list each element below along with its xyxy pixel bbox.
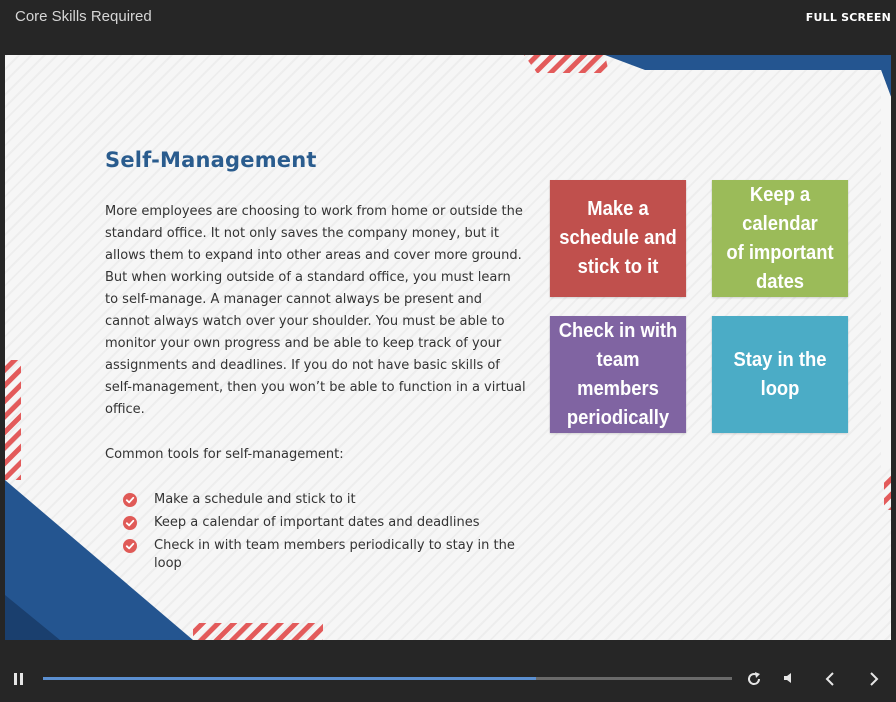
tools-label: Common tools for self-management: <box>105 447 344 462</box>
slide-body-text: More employees are choosing to work from home or outside the standard office. It not only saves the company money, but it allows them to expand into other areas and cover more ground. But when working outside of a standard office, you must learn to self-manage. A manager cannot always be present and cannot always watch over your shoulder. You must be able to monitor your own progress and be able to keep track of your assignments and deadlines. If you do not have basic skills of self-management, then you won’t be able to function in a virtual office. <box>105 204 526 417</box>
previous-icon[interactable] <box>824 671 836 687</box>
tile-line: periodically <box>566 406 670 429</box>
tile-line: schedule and <box>559 227 677 249</box>
slide-canvas <box>5 55 891 640</box>
list-item-text: Keep a calendar of important dates and deadlines <box>154 515 480 530</box>
tile-line: of important <box>726 241 834 264</box>
list-item-text: Make a schedule and stick to it <box>154 492 356 507</box>
next-icon[interactable] <box>868 671 880 687</box>
tile-line: Make a <box>587 198 649 220</box>
tile-line: dates <box>755 270 805 293</box>
tile-line: Check in with <box>558 319 678 342</box>
list-item <box>123 514 523 532</box>
tile-keep-calendar <box>712 180 848 297</box>
progress-bar[interactable] <box>43 677 732 680</box>
tile-line: stick to it <box>577 256 659 278</box>
tools-list <box>123 491 523 578</box>
tile-line: Stay in the loop <box>733 348 827 400</box>
pause-icon[interactable] <box>13 672 25 686</box>
progress-bar-fill <box>43 677 536 680</box>
slide-heading: Self-Management <box>105 148 317 172</box>
list-item <box>123 537 523 573</box>
tile-stay-in-loop <box>712 316 848 433</box>
fullscreen-button[interactable]: FULL SCREEN <box>805 11 891 24</box>
list-item-text: Check in with team members periodically to stay in the loop <box>154 538 515 571</box>
check-circle-icon <box>123 539 137 553</box>
replay-icon[interactable] <box>746 671 762 687</box>
top-bar <box>0 0 896 38</box>
tile-line: team members <box>577 348 659 400</box>
check-circle-icon <box>123 493 137 507</box>
check-circle-icon <box>123 516 137 530</box>
volume-icon[interactable] <box>782 671 796 685</box>
course-title: Core Skills Required <box>15 8 152 25</box>
tile-make-schedule <box>550 180 686 297</box>
tile-line: Keep a calendar <box>742 183 818 235</box>
list-item <box>123 491 523 509</box>
tile-check-in <box>550 316 686 433</box>
